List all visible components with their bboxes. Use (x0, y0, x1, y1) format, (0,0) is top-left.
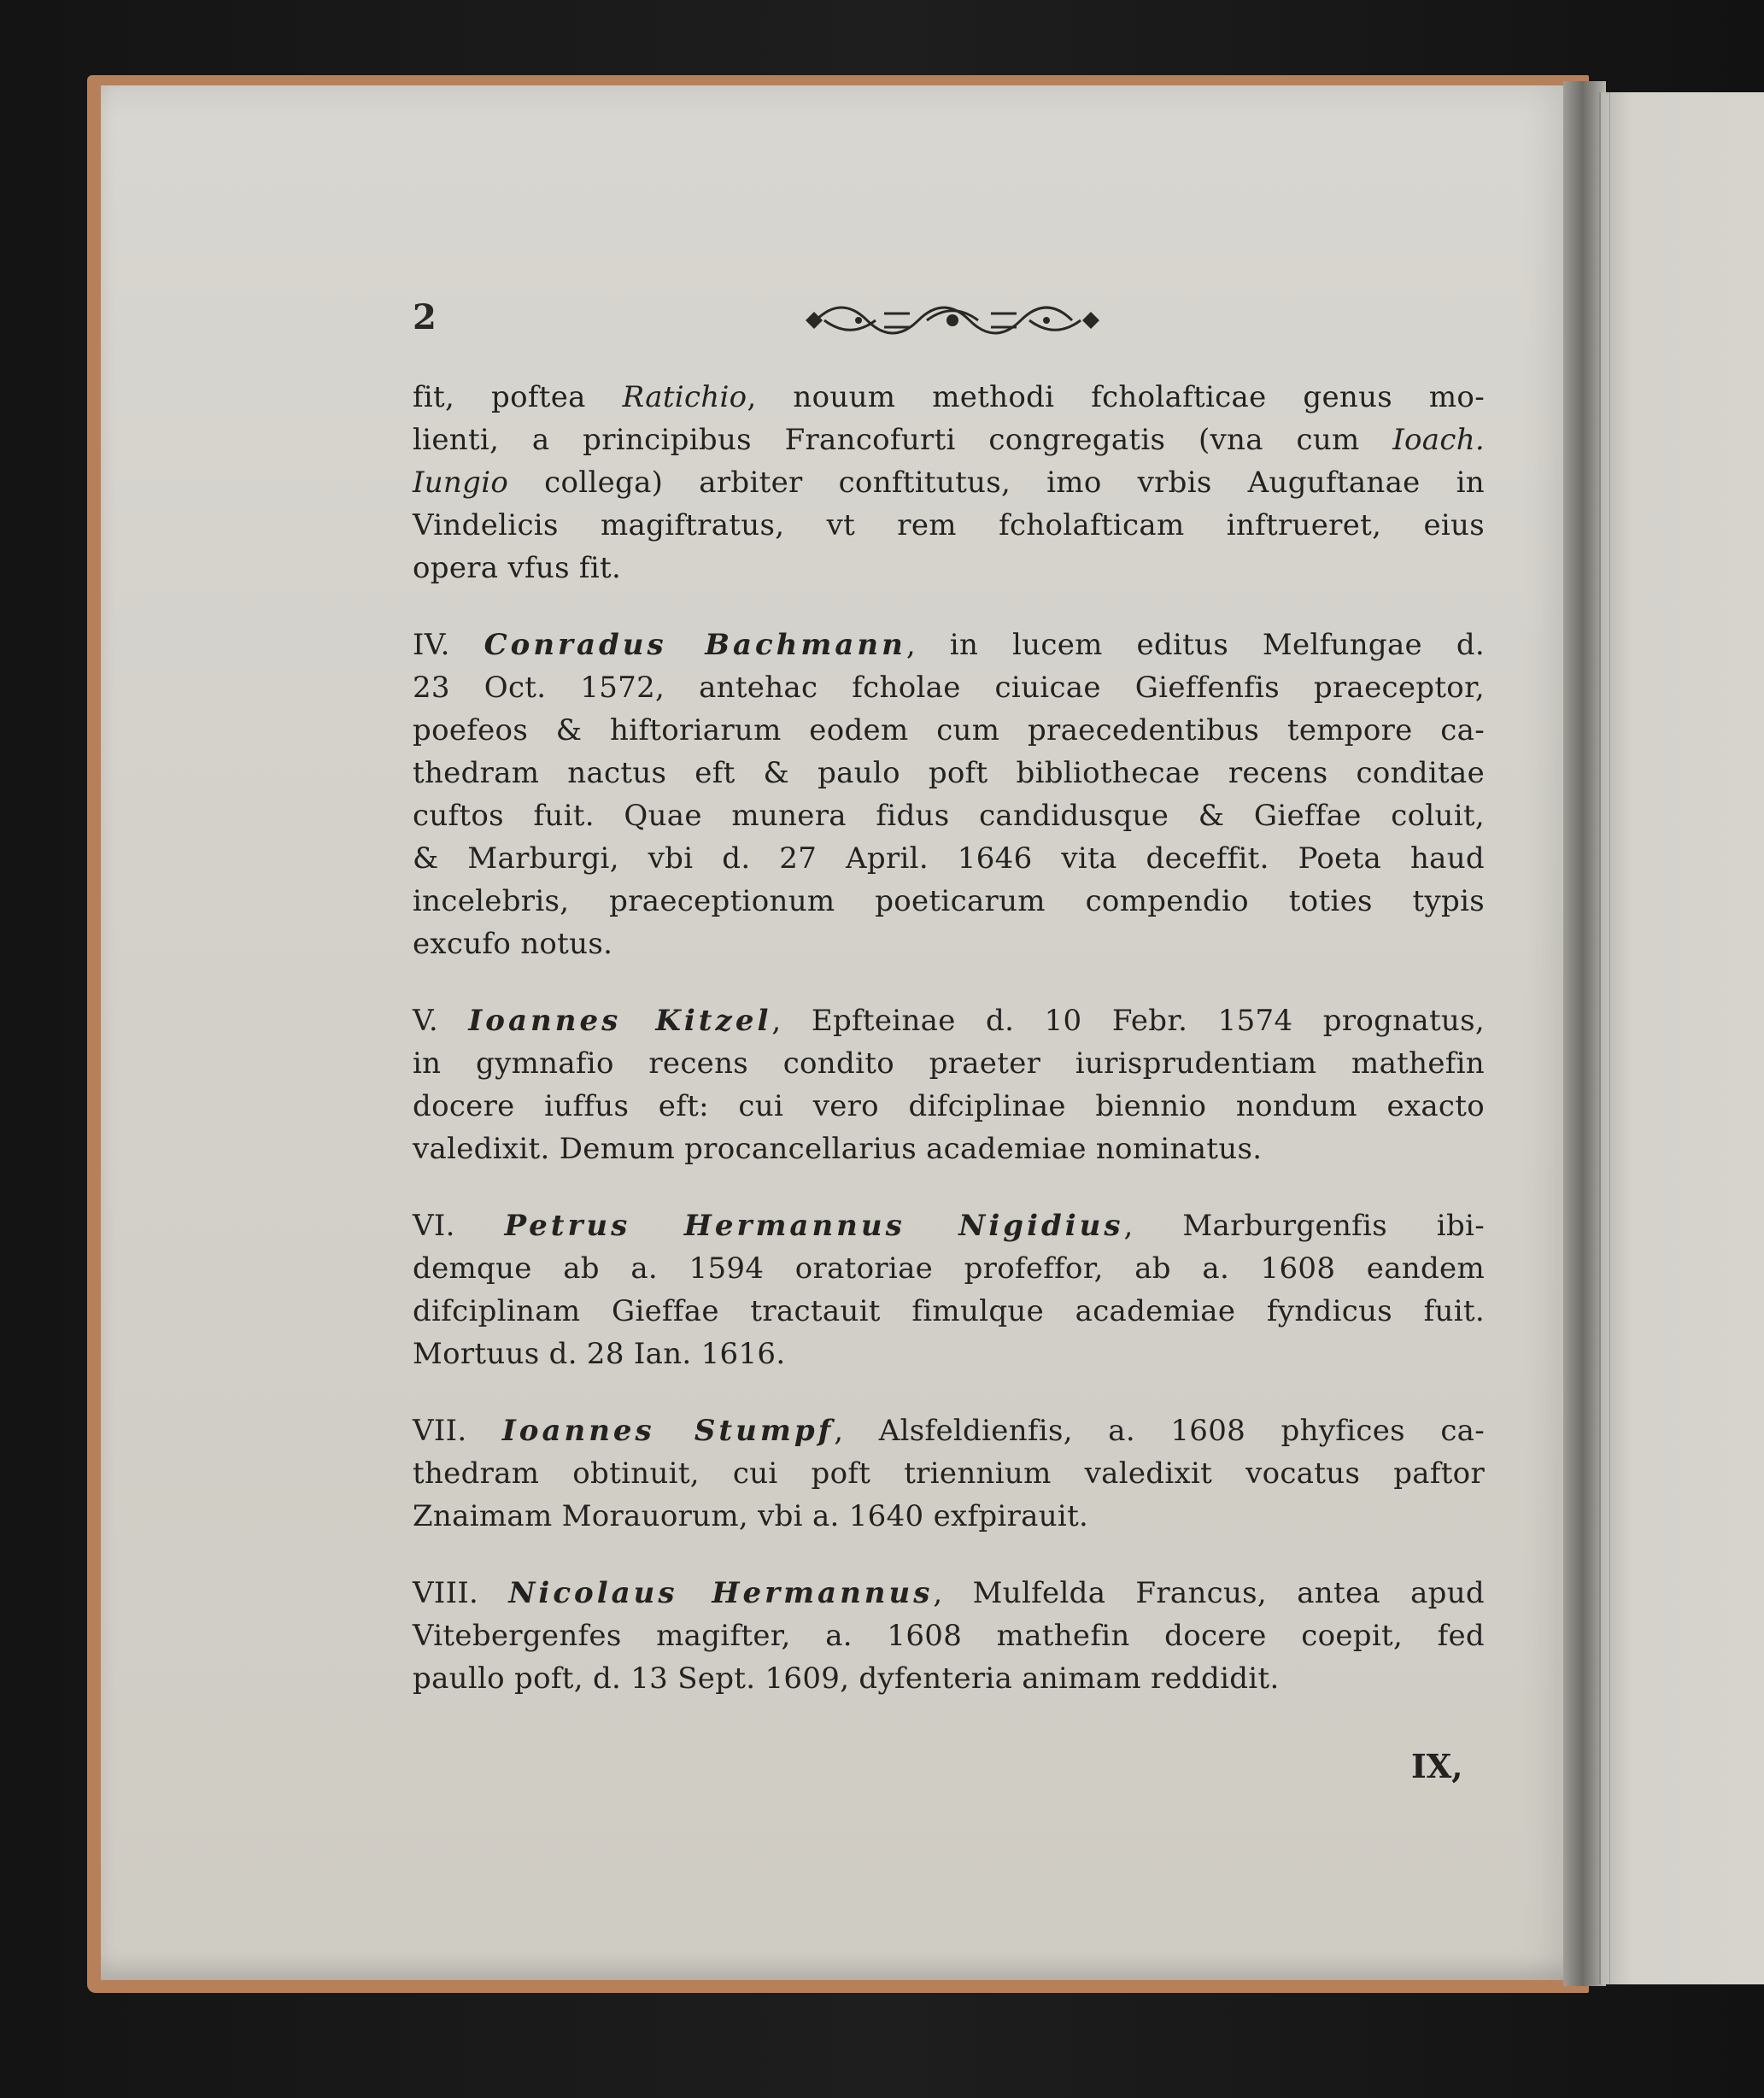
line-text: fit, poftea (413, 380, 623, 414)
line-text: , Mulfelda Francus, antea apud (933, 1576, 1485, 1610)
line-text: , nouum methodi fcholafticae genus mo- (747, 380, 1485, 414)
text-line (413, 624, 1485, 666)
paragraph (413, 1572, 1485, 1700)
line-text: 23 Oct. 1572, antehac fcholae ciuicae Gieffenfis praeceptor, (413, 671, 1485, 705)
line-text: , in lucem editus Melfungae d. (905, 628, 1485, 662)
italic-text: Iungio (413, 466, 509, 500)
text-line (413, 547, 1485, 589)
text-line (413, 1452, 1485, 1495)
text-line (413, 752, 1485, 794)
text-line (413, 880, 1485, 923)
text-line (413, 709, 1485, 752)
line-text: demque ab a. 1594 oratoriae profeffor, ab a. 1608 eandem (413, 1251, 1485, 1286)
line-text: paullo poft, d. 13 Sept. 1609, dyfenteria animam reddidit. (413, 1661, 1280, 1696)
italic-text: Ioach. (1392, 423, 1485, 457)
text-line (413, 666, 1485, 709)
line-text: collega) arbiter conftitutus, imo vrbis Auguftanae in (508, 466, 1485, 500)
text-line (413, 1495, 1485, 1538)
person-name: Petrus Hermannus Nigidius (504, 1209, 1124, 1243)
line-text: Vitebergenfes magifter, a. 1608 mathefin docere coepit, fed (413, 1619, 1485, 1653)
text-line (413, 1042, 1485, 1085)
paragraph-gap (413, 1170, 1485, 1204)
paragraph-gap (413, 1538, 1485, 1572)
text-line (413, 1204, 1485, 1247)
paragraph (413, 376, 1485, 589)
page-number: 2 (413, 297, 437, 337)
text-line (413, 1290, 1485, 1333)
line-text: , Marburgenfis ibi- (1123, 1209, 1485, 1243)
person-name: Conradus Bachmann (483, 628, 906, 662)
line-text: cuftos fuit. Quae munera fidus candidusque & Gieffae coluit, (413, 799, 1485, 833)
paragraph (413, 1409, 1485, 1538)
person-name: Ioannes Stumpf (501, 1414, 835, 1448)
person-name: Nicolaus Hermannus (508, 1576, 934, 1610)
italic-text: Ratichio (622, 380, 747, 414)
line-text: & Marburgi, vbi d. 27 April. 1646 vita deceffit. Poeta haud (413, 841, 1485, 876)
paragraph (413, 999, 1485, 1170)
line-text: , Alsfeldienfis, a. 1608 phyfices ca- (834, 1414, 1486, 1448)
text-line (413, 1333, 1485, 1375)
line-text: docere iuffus eft: cui vero difciplinae biennio nondum exacto (413, 1089, 1485, 1123)
catchword: IX, (1411, 1747, 1463, 1785)
ornament-headpiece-icon (799, 295, 1106, 346)
text-line (413, 1128, 1485, 1170)
line-text: lienti, a principibus Francofurti congregatis (vna cum (413, 423, 1393, 457)
line-text: VI. (413, 1209, 505, 1243)
line-text: difciplinam Gieffae tractauit fimulque academiae fyndicus fuit. (413, 1294, 1485, 1328)
text-line (413, 1572, 1485, 1615)
line-text: thedram nactus eft & paulo poft bibliothecae recens conditae (413, 756, 1485, 790)
paragraph (413, 624, 1485, 965)
text-line (413, 1085, 1485, 1128)
line-text: IV. (413, 628, 484, 662)
line-text: opera vfus fit. (413, 551, 622, 585)
line-text: valedixit. Demum procancellarius academiae nominatus. (413, 1132, 1263, 1166)
line-text: in gymnafio recens condito praeter iurisprudentiam mathefin (413, 1046, 1485, 1081)
text-line (413, 794, 1485, 837)
text-line (413, 1657, 1485, 1700)
line-text: incelebris, praeceptionum poeticarum compendio toties typis (413, 884, 1485, 918)
page-body-text (413, 376, 1485, 1700)
text-line (413, 1409, 1485, 1452)
text-line (413, 999, 1485, 1042)
line-text: Znaimam Morauorum, vbi a. 1640 exfpirauit. (413, 1499, 1089, 1533)
line-text: thedram obtinuit, cui poft triennium valedixit vocatus paftor (413, 1456, 1485, 1491)
paragraph (413, 1204, 1485, 1375)
text-line (413, 461, 1485, 504)
line-text: VII. (413, 1414, 502, 1448)
text-line (413, 504, 1485, 547)
paragraph-gap (413, 1375, 1485, 1409)
text-line (413, 1615, 1485, 1657)
page-edge-lines (1599, 92, 1610, 1984)
line-text: V. (413, 1004, 469, 1038)
line-text: Vindelicis magiftratus, vt rem fcholafticam inftrueret, eius (413, 508, 1485, 542)
paragraph-gap (413, 965, 1485, 999)
line-text: excufo notus. (413, 927, 613, 961)
line-text: poefeos & hiftoriarum eodem cum praecedentibus tempore ca- (413, 713, 1485, 747)
text-line (413, 923, 1485, 965)
text-line (413, 419, 1485, 461)
text-line (413, 837, 1485, 880)
text-line (413, 376, 1485, 419)
line-text: VIII. (413, 1576, 509, 1610)
line-text: Mortuus d. 28 Ian. 1616. (413, 1337, 786, 1371)
text-line (413, 1247, 1485, 1290)
paragraph-gap (413, 589, 1485, 624)
line-text: , Epfteinae d. 10 Febr. 1574 prognatus, (771, 1004, 1485, 1038)
person-name: Ioannes Kitzel (468, 1004, 772, 1038)
right-page (1599, 92, 1764, 1984)
